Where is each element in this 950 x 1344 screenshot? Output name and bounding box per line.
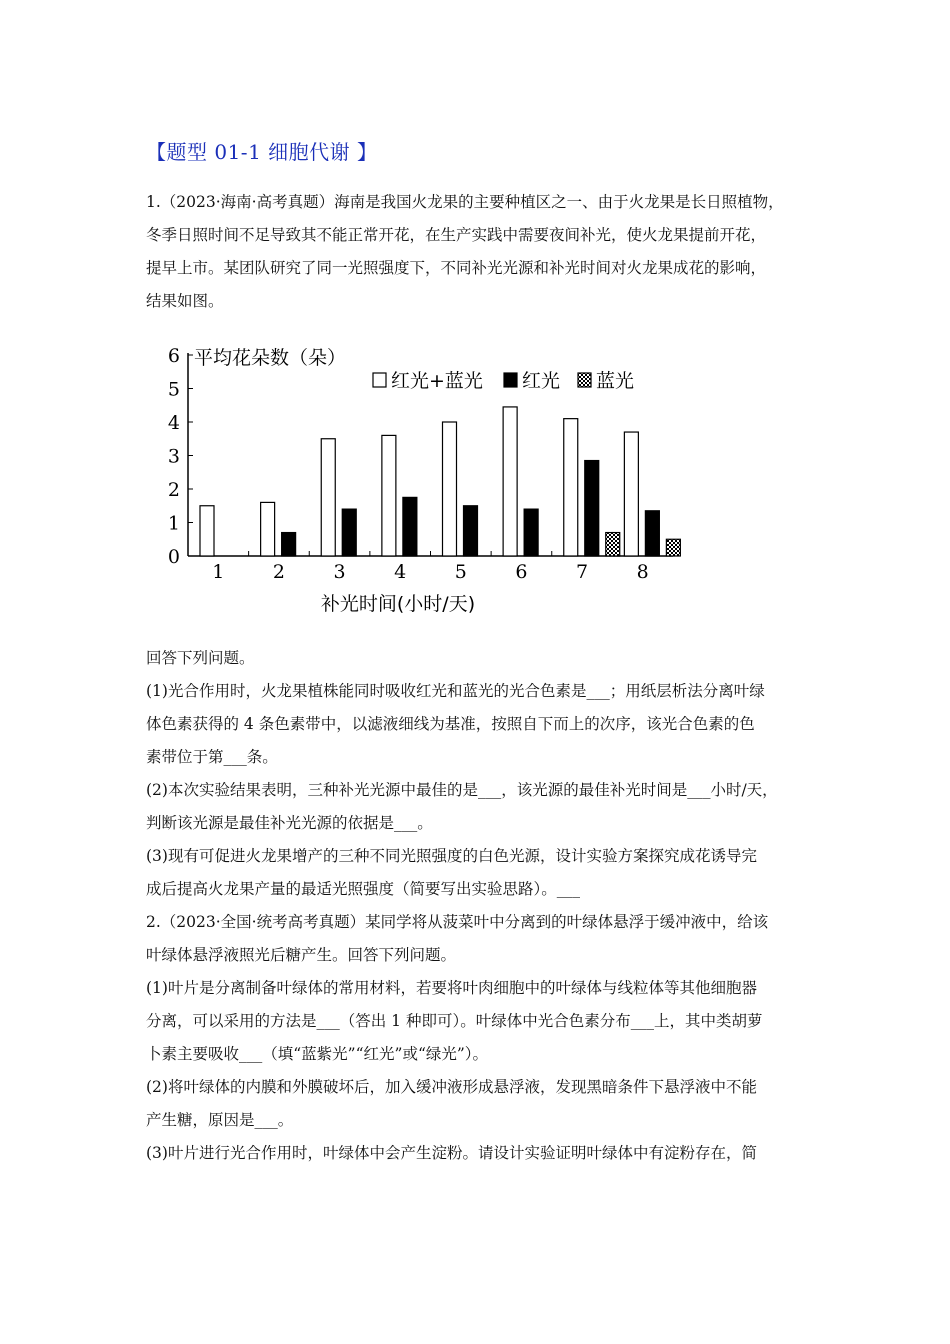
q2-line: 2.（2023·全国·统考高考真题）某同学将从菠菜叶中分离到的叶绿体悬浮于缓冲液中，给该: [146, 913, 769, 931]
q1-sub2-line: (2)本次实验结果表明，三种补光光源中最佳的是___，该光源的最佳补光时间是___小时/天，: [146, 781, 778, 799]
x-tick-label: 1: [212, 561, 225, 583]
y-tick-label: 1: [167, 512, 180, 535]
legend-swatch: [373, 373, 386, 387]
q2-line: 叶绿体悬浮液照光后糖产生。回答下列问题。: [146, 946, 457, 964]
y-tick-label: 5: [167, 378, 180, 401]
answer-prompt: 回答下列问题。: [146, 649, 255, 667]
q1-line: 结果如图。: [146, 292, 224, 310]
bar-white: [564, 419, 578, 556]
y-tick-label: 4: [167, 412, 180, 434]
q2-sub2-line: 产生糖，原因是___。: [146, 1111, 294, 1129]
bar-checker: [606, 533, 620, 556]
q1-sub1-line: 素带位于第___条。: [146, 748, 278, 766]
q1-line: 提早上市。某团队研究了同一光照强度下，不同补光光源和补光时间对火龙果成花的影响，: [146, 259, 767, 277]
q1-stem: [146, 186, 808, 318]
bar-black: [464, 506, 478, 556]
q2-sub1-line: (1)叶片是分离制备叶绿体的常用材料，若要将叶肉细胞中的叶绿体与线粒体等其他细胞器: [146, 979, 757, 997]
bar-white: [261, 502, 275, 556]
bar-white: [503, 407, 517, 556]
bar-white: [321, 439, 335, 556]
q2-sub1-line: 卜素主要吸收___（填“蓝紫光”“红光”或“绿光”）。: [146, 1045, 489, 1063]
q2-sub2-line: (2)将叶绿体的内膜和外膜破坏后，加入缓冲液形成悬浮液，发现黑暗条件下悬浮液中不能: [146, 1078, 757, 1096]
legend-label: 红光+蓝光: [391, 370, 483, 392]
x-axis-label: 补光时间(小时/天): [320, 593, 476, 615]
y-axis-label: 平均花朵数（朵）: [194, 347, 347, 369]
bar-black: [342, 509, 356, 556]
q1-sub1-line: 体色素获得的 4 条色素带中，以滤液细线为基准，按照自下而上的次序，该光合色素的色: [146, 715, 755, 733]
bar-checker: [666, 539, 680, 556]
y-tick-label: 2: [167, 479, 180, 501]
bar-white: [624, 432, 638, 556]
q1-sub2-line: 判断该光源是最佳补光光源的依据是___。: [146, 814, 433, 832]
q2-sub1-line: 分离，可以采用的方法是___（答出 1 种即可）。叶绿体中光合色素分布___上，其中类胡萝: [146, 1012, 763, 1030]
x-tick-label: 8: [636, 561, 649, 583]
bar-black: [524, 509, 538, 556]
legend-swatch: [504, 373, 517, 387]
bar-black: [585, 461, 599, 556]
legend-label: 红光: [522, 370, 561, 392]
q1-line: 冬季日照时间不足导致其不能正常开花，在生产实践中需要夜间补光，使火龙果提前开花，: [146, 226, 767, 244]
bar-white: [382, 435, 396, 556]
y-tick-label: 0: [167, 546, 180, 568]
bar-black: [282, 533, 296, 556]
x-tick-label: 6: [515, 561, 528, 583]
y-tick-label: 6: [167, 345, 180, 367]
x-tick-label: 4: [394, 561, 407, 583]
q2-sub3-line: (3)叶片进行光合作用时，叶绿体中会产生淀粉。请设计实验证明叶绿体中有淀粉存在，简: [146, 1144, 757, 1162]
x-tick-label: 2: [272, 561, 285, 583]
q1-answers: [146, 642, 808, 1170]
bar-white: [200, 506, 214, 556]
legend-label: 蓝光: [596, 370, 635, 392]
bar-black: [645, 511, 659, 556]
section-heading: 【题型 01-1 细胞代谢 】: [146, 140, 378, 164]
bar-black: [403, 497, 417, 556]
bar-chart: [155, 340, 695, 620]
q1-line: 1.（2023·海南·高考真题）海南是我国火龙果的主要种植区之一、由于火龙果是长日照植物，: [146, 193, 784, 211]
y-tick-label: 3: [167, 445, 180, 468]
x-tick-label: 5: [454, 561, 467, 583]
legend-swatch: [578, 373, 591, 387]
bar-white: [443, 422, 457, 556]
q1-sub3-line: 成后提高火龙果产量的最适光照强度（简要写出实验思路）。___: [146, 880, 581, 898]
x-tick-label: 7: [576, 561, 589, 583]
q1-sub3-line: (3)现有可促进火龙果增产的三种不同光照强度的白色光源，设计实验方案探究成花诱导完: [146, 847, 757, 865]
x-tick-label: 3: [333, 561, 346, 583]
q1-sub1-line: (1)光合作用时，火龙果植株能同时吸收红光和蓝光的光合色素是___；用纸层析法分离叶绿: [146, 682, 765, 700]
